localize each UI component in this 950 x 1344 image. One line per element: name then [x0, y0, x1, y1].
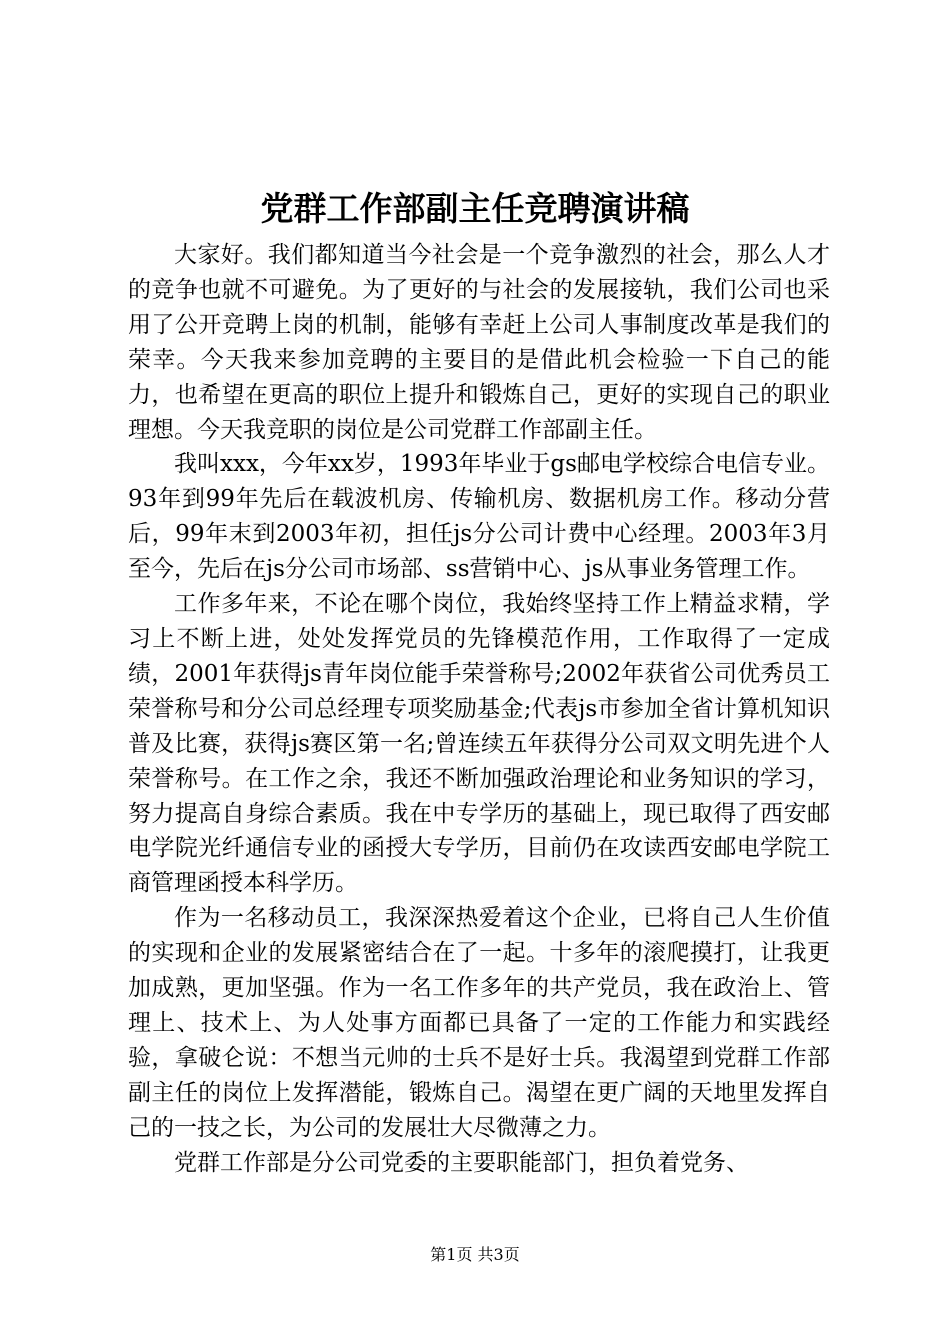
paragraph-3: 工作多年来，不论在哪个岗位，我始终坚持工作上精益求精，学习上不断上进，处处发挥党员的先锋模范作用，工作取得了一定成绩，2001年获得js青年岗位能手荣誉称号;2002年获省公司优秀员工荣誉称号和分公司总经理专项奖励基金;代表js市参加全省计算机知识普及比赛，获得js赛区第一名;曾连续五年获得分公司双文明先进个人荣誉称号。在工作之余，我还不断加强政治理论和业务知识的学习，努力提高自身综合素质。我在中专学历的基础上，现已取得了西安邮电学院光纤通信专业的函授大专学历，目前仍在攻读西安邮电学院工商管理函授本科学历。: [128, 591, 830, 897]
document-title: 党群工作部副主任竞聘演讲稿: [260, 189, 690, 228]
paragraph-1: 大家好。我们都知道当今社会是一个竞争激烈的社会，那么人才的竞争也就不可避免。为了更好的与社会的发展接轨，我们公司也采用了公开竞聘上岗的机制，能够有幸赶上公司人事制度改革是我们的荣幸。今天我来参加竞聘的主要目的是借此机会检验一下自己的能力，也希望在更高的职位上提升和锻炼自己，更好的实现自己的职业理想。今天我竞职的岗位是公司党群工作部副主任。: [128, 242, 830, 443]
paragraph-4: 作为一名移动员工，我深深热爱着这个企业，已将自己人生价值的实现和企业的发展紧密结合在了一起。十多年的滚爬摸打，让我更加成熟，更加坚强。作为一名工作多年的共产党员，我在政治上、管理上、技术上、为人处事方面都已具备了一定的工作能力和实践经验，拿破仑说：不想当元帅的士兵不是好士兵。我渴望到党群工作部副主任的岗位上发挥潜能，锻炼自己。渴望在更广阔的天地里发挥自己的一技之长，为公司的发展壮大尽微薄之力。: [128, 905, 830, 1141]
paragraph-2: 我叫xxx，今年xx岁，1993年毕业于gs邮电学校综合电信专业。93年到99年先后在载波机房、传输机房、数据机房工作。移动分营后，99年末到2003年初，担任js分公司计费中心经理。2003年3月至今，先后在js分公司市场部、ss营销中心、js从事业务管理工作。: [128, 451, 830, 583]
document-body: [128, 238, 830, 1180]
paragraph-5: 党群工作部是分公司党委的主要职能部门，担负着党务、: [174, 1149, 749, 1176]
page-footer: 第1页 共3页: [430, 1245, 520, 1264]
